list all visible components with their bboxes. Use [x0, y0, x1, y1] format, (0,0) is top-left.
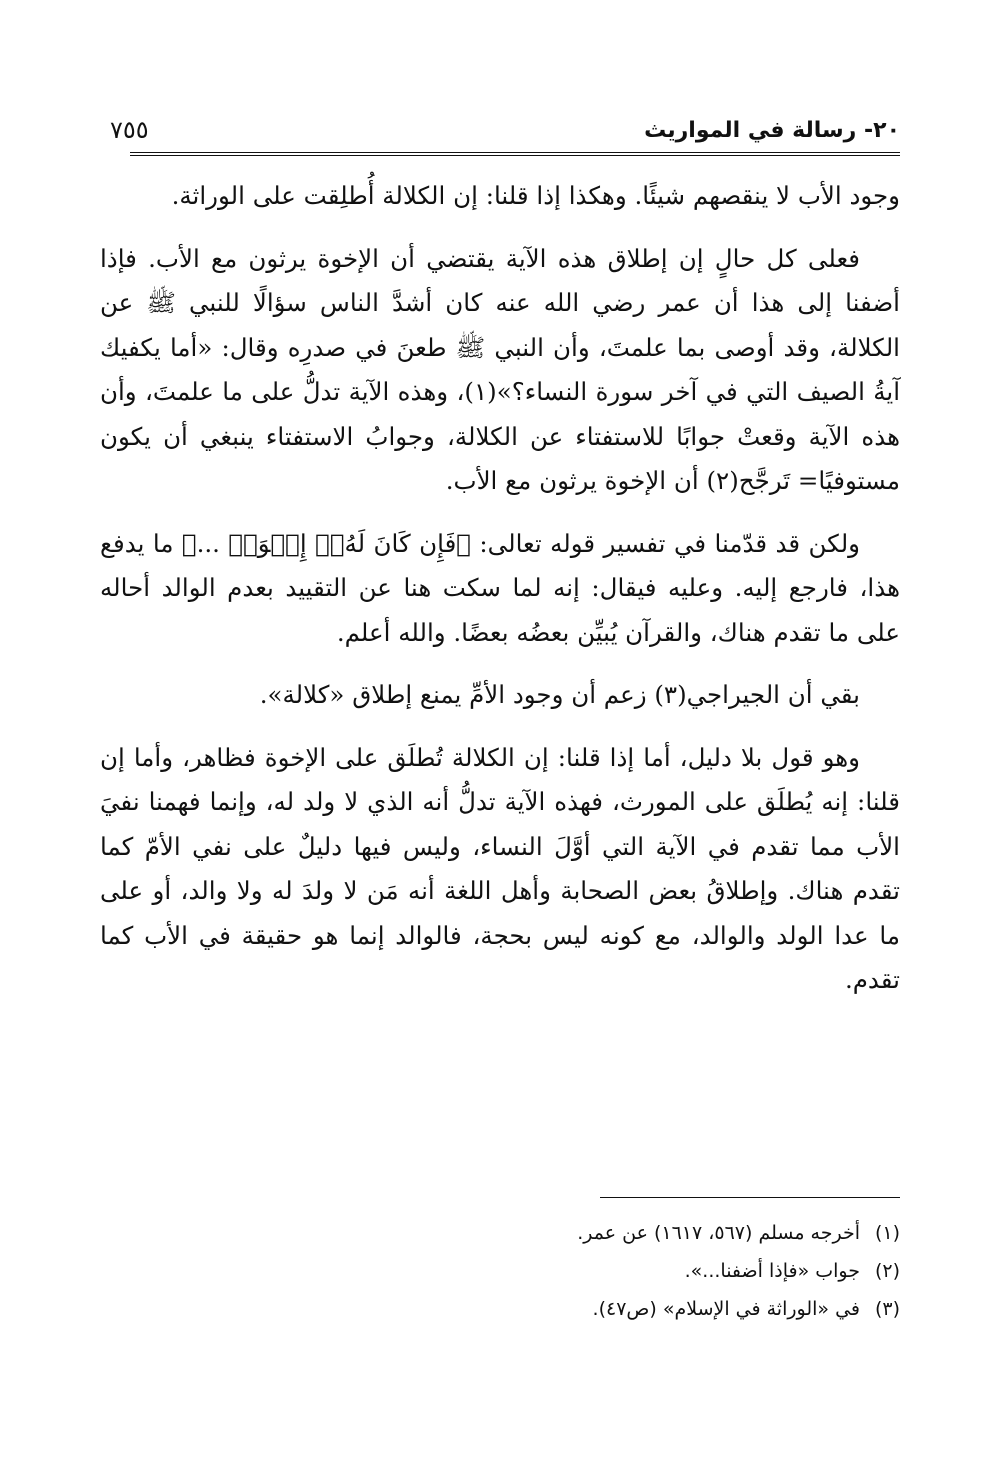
footnote-text: جواب «فإذا أضفنا...». [684, 1260, 860, 1282]
paragraph-5: وهو قول بلا دليل، أما إذا قلنا: إن الكلالة تُطلَق على الإخوة فظاهر، وأما إن قلنا: إنه يُطلَق على المورث، فهذه الآية تدلُّ أنه الذي لا ولد له، وإنما فهمنا نفيَ الأب مما تقدم في الآية التي أوَّلَ النساء، وليس فيها دليلٌ على نفي الأمّ كما تقدم هناك. وإطلاقُ بعض الصحابة وأهل اللغة أنه مَن لا ولدَ له ولا والد، أو على ما عدا الولد والوالد، مع كونه ليس بحجة، فالوالد إنما هو حقيقة في الأب كما تقدم. [100, 742, 900, 994]
footnote-number: (١) [874, 1222, 900, 1244]
footnote-text: في «الوراثة في الإسلام» (ص٤٧). [592, 1298, 860, 1320]
footnote-2 [100, 1252, 900, 1290]
footnote-1 [100, 1214, 900, 1252]
footnote-number: (٣) [874, 1298, 900, 1320]
paragraph-3: ولكن قد قدّمنا في تفسير قوله تعالى: ﴿فَإِن كَانَ لَهُۥٓ إِخۡوَةٞ ...﴾ ما يدفع هذا، فارجع إليه. وعليه فيقال: إنه لما سكت هنا عن التقييد بعدم الوالد أحاله على ما تقدم هناك، والقرآن يُبيِّن بعضُه بعضًا. والله أعلم. [100, 528, 900, 647]
book-page [100, 110, 900, 1360]
footnote-rule [600, 1197, 900, 1198]
main-text [100, 174, 900, 1021]
running-header [100, 110, 900, 150]
header-rule [130, 152, 900, 156]
page-number: ٧٥٥ [110, 116, 149, 144]
footnote-number: (٢) [874, 1260, 900, 1282]
paragraph-1: وجود الأب لا ينقصهم شيئًا. وهكذا إذا قلنا: إن الكلالة أُطلِقت على الوراثة. [171, 181, 900, 210]
paragraph-4: بقي أن الجيراجي(٣) زعم أن وجود الأمِّ يمنع إطلاق «كلالة». [259, 680, 860, 709]
chapter-title: ٢٠- رسالة في المواريث [644, 118, 900, 143]
paragraph-2: فعلى كل حالٍ إن إطلاق هذه الآية يقتضي أن الإخوة يرثون مع الأب. فإذا أضفنا إلى هذا أن عمر رضي الله عنه كان أشدَّ الناس سؤالًا للنبي ﷺ عن الكلالة، وقد أوصى بما علمتَ، وأن النبي ﷺ طعنَ في صدرِه وقال: «أما يكفيك آيةُ الصيف التي في آخر سورة النساء؟»(١)، وهذه الآية تدلُّ على ما علمتَ، وأن هذه الآية وقعتْ جوابًا للاستفتاء عن الكلالة، وجوابُ الاستفتاء ينبغي أن يكون مستوفيًا= تَرجَّح(٢) أن الإخوة يرثون مع الأب. [100, 243, 901, 495]
footnote-3 [100, 1290, 900, 1328]
footnote-text: أخرجه مسلم (٥٦٧، ١٦١٧) عن عمر. [577, 1222, 860, 1244]
footnotes [100, 1214, 900, 1328]
